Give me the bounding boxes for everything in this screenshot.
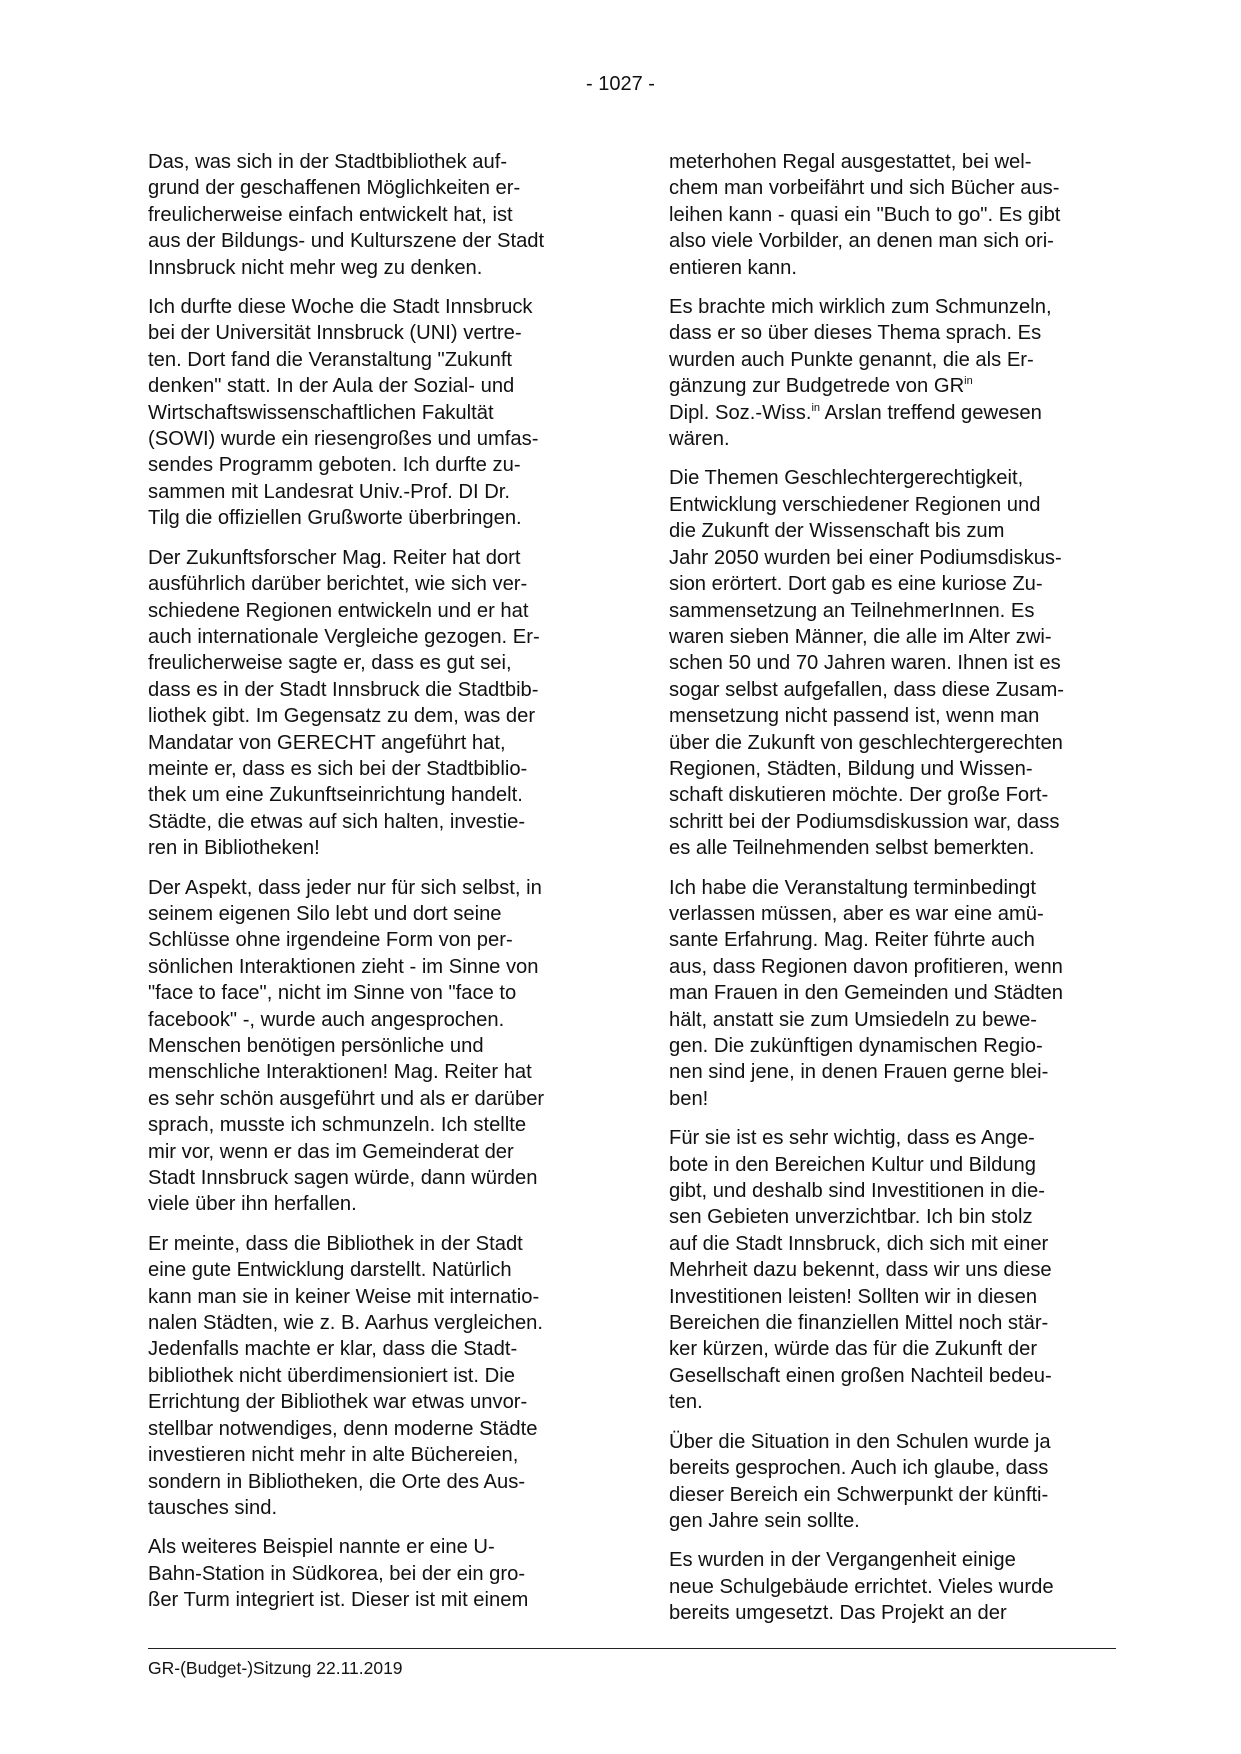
text-line: gen Jahre sein sollte. [669, 1509, 860, 1532]
text-line: denken" statt. In der Aula der Sozial- und [148, 375, 515, 398]
text-line: es alle Teilnehmenden selbst bemerkten. [669, 837, 1035, 860]
text-line: ausführlich darüber berichtet, wie sich ver- [148, 573, 528, 596]
text-line: investieren nicht mehr in alte Büchereien, [148, 1444, 519, 1467]
text-line: entieren kann. [669, 256, 797, 279]
text-line: Es wurden in der Vergangenheit einige [669, 1549, 1016, 1572]
text-line: wurden auch Punkte genannt, die als Er- [669, 348, 1034, 371]
text-line: Errichtung der Bibliothek war etwas unvor- [148, 1391, 528, 1414]
footer-divider [148, 1648, 1116, 1649]
text-line: chem man vorbeifährt und sich Bücher aus- [669, 177, 1060, 200]
text-line: nalen Städten, wie z. B. Aarhus vergleichen. [148, 1312, 544, 1335]
text-line: Der Zukunftsforscher Mag. Reiter hat dort [148, 546, 521, 569]
paragraph [669, 1429, 1119, 1535]
text-line: freulicherweise einfach entwickelt hat, ist [148, 203, 513, 226]
text-line: Das, was sich in der Stadtbibliothek auf- [148, 151, 508, 173]
superscript: in [811, 401, 821, 414]
text-line: Stadt Innsbruck sagen würde, dann würden [148, 1167, 538, 1190]
text-line: gen. Die zukünftigen dynamischen Regio- [669, 1035, 1043, 1057]
text-line: sammensetzung an TeilnehmerInnen. Es [669, 599, 1035, 622]
text-line: gibt, und deshalb sind Investitionen in die- [669, 1180, 1045, 1203]
text-line: es sehr schön ausgeführt und als er darüber [148, 1087, 545, 1110]
text-line: ren in Bibliotheken! [148, 837, 320, 860]
text-line: dass er so über dieses Thema sprach. Es [669, 322, 1042, 345]
text-line: hält, anstatt sie zum Umsiedeln zu bewe- [669, 1008, 1038, 1031]
page-number: - 1027 - [586, 73, 655, 95]
text-line: Gesellschaft einen großen Nachteil bedeu- [669, 1364, 1052, 1387]
text-line: Über die Situation in den Schulen wurde ja [669, 1430, 1051, 1453]
text-line: Tilg die offiziellen Grußworte überbringen. [148, 507, 522, 530]
text-line: freulicherweise sagte er, dass es gut sei, [148, 652, 512, 675]
text-line: man Frauen in den Gemeinden und Städten [669, 982, 1063, 1005]
paragraph [669, 1125, 1119, 1415]
text-line: Mandatar von GERECHT angeführt hat, [148, 731, 506, 754]
text-line: dass es in der Stadt Innsbruck die Stadtbib- [148, 678, 539, 701]
left-column [148, 149, 598, 1627]
text-line: Die Themen Geschlechtergerechtigkeit, [669, 467, 1024, 490]
text-line: tausches sind. [148, 1496, 278, 1519]
text-line: Mehrheit dazu bekennt, dass wir uns diese [669, 1259, 1052, 1282]
text-line: leihen kann - quasi ein "Buch to go". Es gibt [669, 203, 1061, 226]
text-line: schaft diskutieren möchte. Der große Fort- [669, 784, 1049, 807]
text-run: gänzung zur Budgetrede von GR [669, 375, 965, 398]
text-line [669, 400, 1119, 426]
text-line: aus, dass Regionen davon profitieren, wenn [669, 955, 1063, 978]
superscript: in [964, 375, 973, 388]
text-line: bereits umgesetzt. Das Projekt an der [669, 1602, 1007, 1625]
text-line: Schlüsse ohne irgendeine Form von per- [148, 929, 513, 952]
text-line: ben! [669, 1087, 709, 1110]
text-line: sammen mit Landesrat Univ.-Prof. DI Dr. [148, 480, 510, 503]
text-line: mensetzung nicht passend ist, wenn man [669, 705, 1040, 728]
text-line: dieser Bereich ein Schwerpunkt der künfti- [669, 1483, 1049, 1506]
text-line: kann man sie in keiner Weise mit internatio- [148, 1285, 540, 1308]
text-line: über die Zukunft von geschlechtergerechten [669, 731, 1063, 754]
paragraph [148, 875, 598, 1218]
text-line: sen Gebieten unverzichtbar. Ich bin stolz [669, 1206, 1033, 1229]
paragraph [669, 294, 1119, 452]
text-line: "face to face", nicht im Sinne von "face to [148, 982, 517, 1005]
text-line: schen 50 und 70 Jahren waren. Ihnen ist es [669, 652, 1061, 675]
text-line: viele über ihn herfallen. [148, 1193, 357, 1216]
text-line: sante Erfahrung. Mag. Reiter führte auch [669, 929, 1035, 952]
text-line: Ich durfte diese Woche die Stadt Innsbruck [148, 296, 533, 319]
text-line: waren sieben Männer, die alle im Alter zwi- [669, 625, 1052, 648]
paragraph [669, 1547, 1119, 1626]
text-line: sendes Programm geboten. Ich durfte zu- [148, 454, 521, 477]
text-run: Dipl. Soz.-Wiss. [669, 401, 812, 424]
paragraph [148, 149, 598, 281]
text-line: meterhohen Regal ausgestattet, bei wel- [669, 151, 1032, 173]
paragraph [148, 545, 598, 862]
text-line: neue Schulgebäude errichtet. Vieles wurde [669, 1575, 1054, 1598]
text-line: Investitionen leisten! Sollten wir in diesen [669, 1285, 1038, 1308]
text-line: auf die Stadt Innsbruck, dich sich mit einer [669, 1232, 1049, 1255]
text-line: schiedene Regionen entwickeln und er hat [148, 599, 529, 622]
text-line: sondern in Bibliotheken, die Orte des Aus- [148, 1470, 526, 1493]
text-line: Der Aspekt, dass jeder nur für sich selbst, in [148, 876, 542, 899]
text-line: mir vor, wenn er das im Gemeinderat der [148, 1140, 514, 1163]
paragraph [148, 294, 598, 532]
text-line: aus der Bildungs- und Kulturszene der Stadt [148, 230, 545, 253]
text-line: (SOWI) wurde ein riesengroßes und umfas- [148, 428, 539, 451]
paragraph [669, 149, 1119, 281]
text-line: schritt bei der Podiumsdiskussion war, dass [669, 810, 1060, 833]
text-line: Regionen, Städten, Bildung und Wissen- [669, 757, 1033, 780]
text-line: bote in den Bereichen Kultur und Bildung [669, 1153, 1037, 1176]
text-line: bereits gesprochen. Auch ich glaube, dass [669, 1457, 1049, 1480]
text-line: Jedenfalls machte er klar, dass die Stadt- [148, 1338, 518, 1361]
text-line [669, 373, 1119, 399]
text-line: Bahn-Station in Südkorea, bei der ein gro- [148, 1562, 526, 1585]
text-line: sprach, musste ich schmunzeln. Ich stellte [148, 1114, 527, 1137]
text-line: menschliche Interaktionen! Mag. Reiter hat [148, 1061, 532, 1084]
text-line: Entwicklung verschiedener Regionen und [669, 493, 1041, 516]
text-line: thek um eine Zukunftseinrichtung handelt. [148, 784, 523, 807]
text-line: Bereichen die finanziellen Mittel noch stär- [669, 1312, 1049, 1335]
text-line: seinem eigenen Silo lebt und dort seine [148, 902, 502, 925]
text-line: ten. Dort fand die Veranstaltung "Zukunft [148, 348, 513, 371]
text-line: liothek gibt. Im Gegensatz zu dem, was der [148, 705, 536, 728]
paragraph [669, 465, 1119, 861]
text-line: ker kürzen, würde das für die Zukunft der [669, 1338, 1038, 1361]
text-line: Innsbruck nicht mehr weg zu denken. [148, 256, 483, 279]
text-line: Er meinte, dass die Bibliothek in der Stadt [148, 1232, 523, 1255]
text-line: Städte, die etwas auf sich halten, investie- [148, 810, 526, 833]
text-line: nen sind jene, in denen Frauen gerne blei- [669, 1061, 1049, 1084]
text-line: ßer Turm integriert ist. Dieser ist mit einem [148, 1589, 529, 1612]
paragraph [148, 1231, 598, 1521]
paragraph [148, 1534, 598, 1613]
text-line: ten. [669, 1391, 703, 1414]
text-line: wären. [669, 428, 730, 451]
right-column [669, 149, 1119, 1640]
text-line: Es brachte mich wirklich zum Schmunzeln, [669, 296, 1052, 319]
text-line: meinte er, dass es sich bei der Stadtbiblio- [148, 757, 528, 780]
text-line: also viele Vorbilder, an denen man sich ori- [669, 230, 1054, 253]
text-line: Für sie ist es sehr wichtig, dass es Ange- [669, 1127, 1035, 1150]
text-line: facebook" -, wurde auch angesprochen. [148, 1008, 505, 1031]
text-line: die Zukunft der Wissenschaft bis zum [669, 520, 1005, 543]
text-line: sönlichen Interaktionen zieht - im Sinne von [148, 955, 539, 978]
text-line: Ich habe die Veranstaltung terminbedingt [669, 876, 1036, 899]
text-line: sion erörtert. Dort gab es eine kuriose Zu- [669, 573, 1043, 596]
text-run: Arslan treffend gewesen [820, 401, 1042, 424]
text-line: verlassen müssen, aber es war eine amü- [669, 902, 1044, 925]
paragraph [669, 875, 1119, 1113]
text-line: grund der geschaffenen Möglichkeiten er- [148, 177, 521, 200]
text-line: Jahr 2050 wurden bei einer Podiumsdiskus- [669, 546, 1062, 569]
footer-session-label: GR-(Budget-)Sitzung 22.11.2019 [148, 1658, 403, 1678]
text-line: Als weiteres Beispiel nannte er eine U- [148, 1536, 495, 1559]
text-line: Wirtschaftswissenschaftlichen Fakultät [148, 401, 494, 424]
text-line: bibliothek nicht überdimensioniert ist. Die [148, 1364, 515, 1387]
text-line: Menschen benötigen persönliche und [148, 1035, 484, 1057]
text-line: stellbar notwendiges, denn moderne Städte [148, 1417, 538, 1440]
text-line: sogar selbst aufgefallen, dass diese Zusam- [669, 678, 1064, 701]
text-line: eine gute Entwicklung darstellt. Natürlich [148, 1259, 512, 1282]
text-line: auch internationale Vergleiche gezogen. Er- [148, 625, 540, 648]
text-line: bei der Universität Innsbruck (UNI) vertre- [148, 322, 522, 345]
